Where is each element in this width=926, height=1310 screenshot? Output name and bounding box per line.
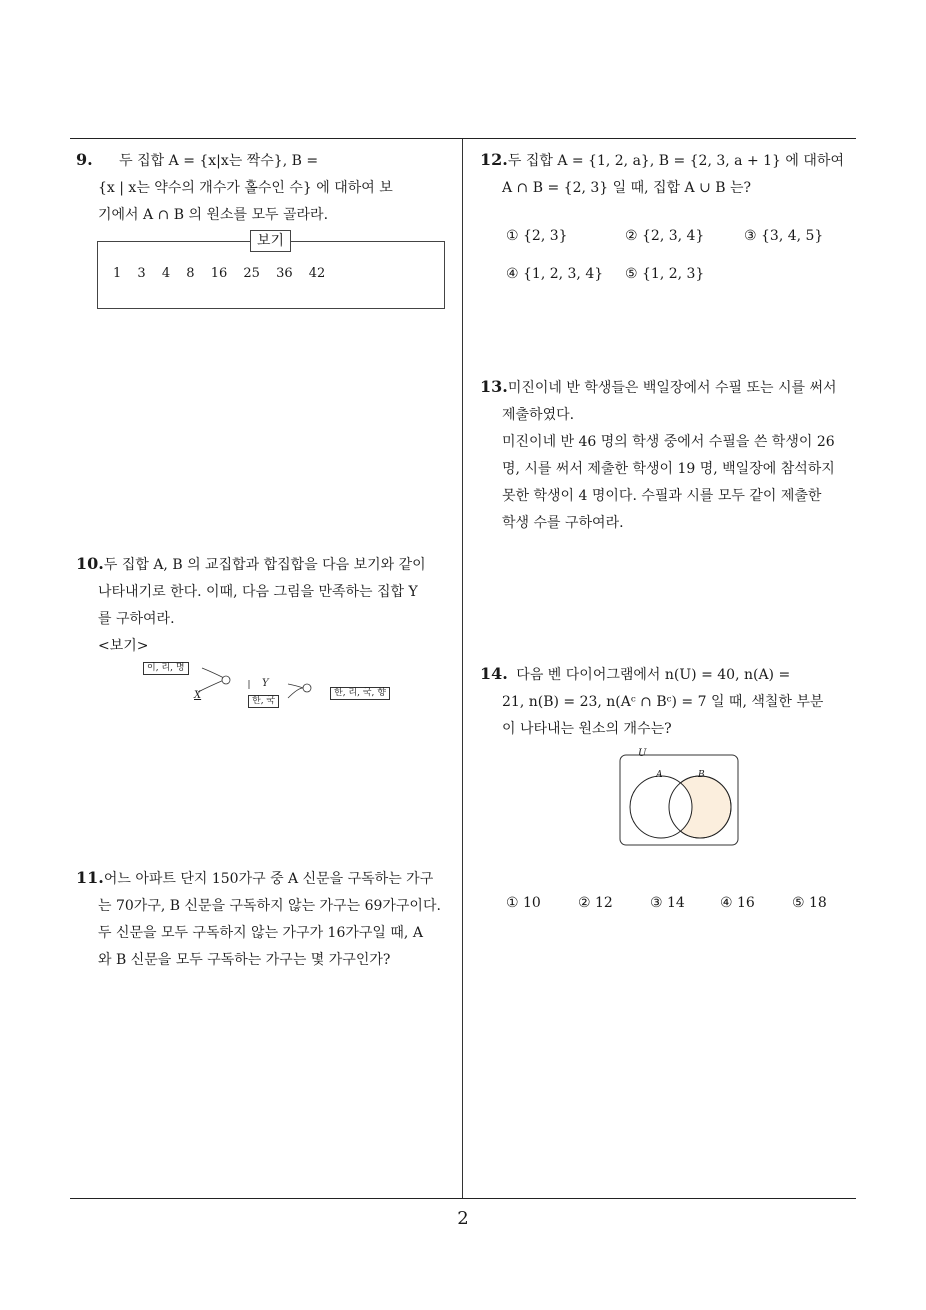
- question-text-line: 학생 수를 구하여라.: [502, 515, 624, 531]
- question-11: [76, 864, 458, 974]
- bogi-value: 8: [186, 266, 195, 281]
- venn-svg: [618, 752, 742, 848]
- bogi-value: 25: [243, 266, 260, 281]
- venn-diagram: [618, 748, 742, 848]
- question-text-line: 는 70가구, B 신문을 구독하지 않는 가구는 69가구이다.: [98, 898, 441, 914]
- venn-set-a: [630, 776, 692, 838]
- choice-1[interactable]: ① 10: [506, 895, 541, 911]
- question-text-line: 21, n(B) = 23, n(Aᶜ ∩ Bᶜ) = 7 일 때, 색칠한 부분: [502, 694, 824, 710]
- bogi-value: 1: [113, 266, 122, 281]
- question-number: 11.: [76, 868, 104, 887]
- column-divider: [462, 139, 463, 1198]
- choice-4[interactable]: ④ 16: [720, 895, 755, 911]
- question-text-line: {x | x는 약수의 개수가 홀수인 수} 에 대하여 보: [98, 180, 393, 196]
- choice-1[interactable]: ① {2, 3}: [506, 228, 568, 244]
- question-text-line: 미진이네 반 46 명의 학생 중에서 수필을 쓴 학생이 26: [502, 434, 835, 450]
- question-text-line: 기에서 A ∩ B 의 원소를 모두 골라라.: [98, 207, 329, 223]
- set-y-label: Y: [262, 678, 269, 689]
- choice-4[interactable]: ④ {1, 2, 3, 4}: [506, 266, 604, 282]
- choice-5[interactable]: ⑤ {1, 2, 3}: [625, 266, 705, 282]
- question-number: 12.: [480, 150, 508, 169]
- question-text-line: 를 구하여라.: [98, 611, 175, 627]
- bogi-value: 4: [161, 266, 171, 281]
- question-text-line: 명, 시를 써서 제출한 학생이 19 명, 백일장에 참석하지: [502, 461, 835, 477]
- venn-b-label: B: [698, 770, 705, 780]
- bogi-value: 16: [210, 266, 228, 281]
- question-text-line: 두 신문을 모두 구독하지 않는 가구가 16가구일 때, A: [98, 925, 423, 941]
- question-number: 10.: [76, 554, 104, 573]
- choice-2[interactable]: ② 12: [578, 895, 613, 911]
- bottom-rule: [70, 1198, 856, 1199]
- question-10: [76, 550, 458, 660]
- top-rule: [70, 138, 856, 139]
- question-text-line: 두 집합 A = {1, 2, a}, B = {2, 3, a + 1} 에 대하여: [507, 153, 844, 169]
- question-12: [480, 146, 860, 202]
- choice-3[interactable]: ③ {3, 4, 5}: [744, 228, 824, 244]
- question-text-line: 다음 벤 다이어그램에서 n(U) = 40, n(A) =: [516, 667, 791, 683]
- question-14: [480, 660, 860, 743]
- question-text-line: A ∩ B = {2, 3} 일 때, 집합 A ∪ B 는?: [502, 180, 752, 196]
- venn-a-label: A: [656, 770, 663, 780]
- question-text-line: 두 집합 A = {x|x는 짝수}, B =: [119, 153, 319, 169]
- bogi-values: [113, 266, 337, 281]
- choice-5[interactable]: ⑤ 18: [792, 895, 827, 911]
- choice-2[interactable]: ② {2, 3, 4}: [625, 228, 705, 244]
- question-number: 13.: [480, 377, 508, 396]
- q10-figure: [140, 660, 420, 710]
- question-text-line: 제출하였다.: [502, 407, 575, 423]
- question-text-line: 어느 아파트 단지 150가구 중 A 신문을 구독하는 가구: [103, 871, 434, 887]
- question-text-line: 미진이네 반 학생들은 백일장에서 수필 또는 시를 써서: [507, 380, 837, 396]
- bogi-value: 42: [308, 266, 326, 281]
- bogi-value: 36: [276, 266, 293, 281]
- set-tag: 이, 리, 명: [143, 662, 189, 675]
- set-tag: 한, 국: [248, 695, 279, 708]
- set-x-label: X: [194, 690, 202, 701]
- question-text-line: 못한 학생이 4 명이다. 수필과 시를 모두 같이 제출한: [502, 488, 822, 504]
- question-text-line: 나타내기로 한다. 이때, 다음 그림을 만족하는 집합 Y: [98, 584, 418, 600]
- page-number: 2: [457, 1208, 469, 1229]
- bogi-title: 보기: [250, 230, 291, 252]
- question-number: 9.: [76, 150, 93, 169]
- question-text-line: 와 B 신문을 모두 구독하는 가구는 몇 가구인가?: [98, 952, 391, 968]
- venn-u-label: U: [638, 748, 647, 759]
- question-text-line: <보기>: [98, 638, 149, 654]
- choice-3[interactable]: ③ 14: [650, 895, 685, 911]
- question-text-line: 이 나타내는 원소의 개수는?: [502, 721, 672, 737]
- question-13: [480, 373, 860, 537]
- question-9: [76, 146, 456, 229]
- bogi-value: 3: [137, 266, 146, 281]
- question-number: 14.: [480, 664, 508, 683]
- question-text-line: 두 집합 A, B 의 교집합과 합집합을 다음 보기와 같이: [103, 557, 426, 573]
- set-tag: 한, 리, 국, 향: [330, 687, 390, 700]
